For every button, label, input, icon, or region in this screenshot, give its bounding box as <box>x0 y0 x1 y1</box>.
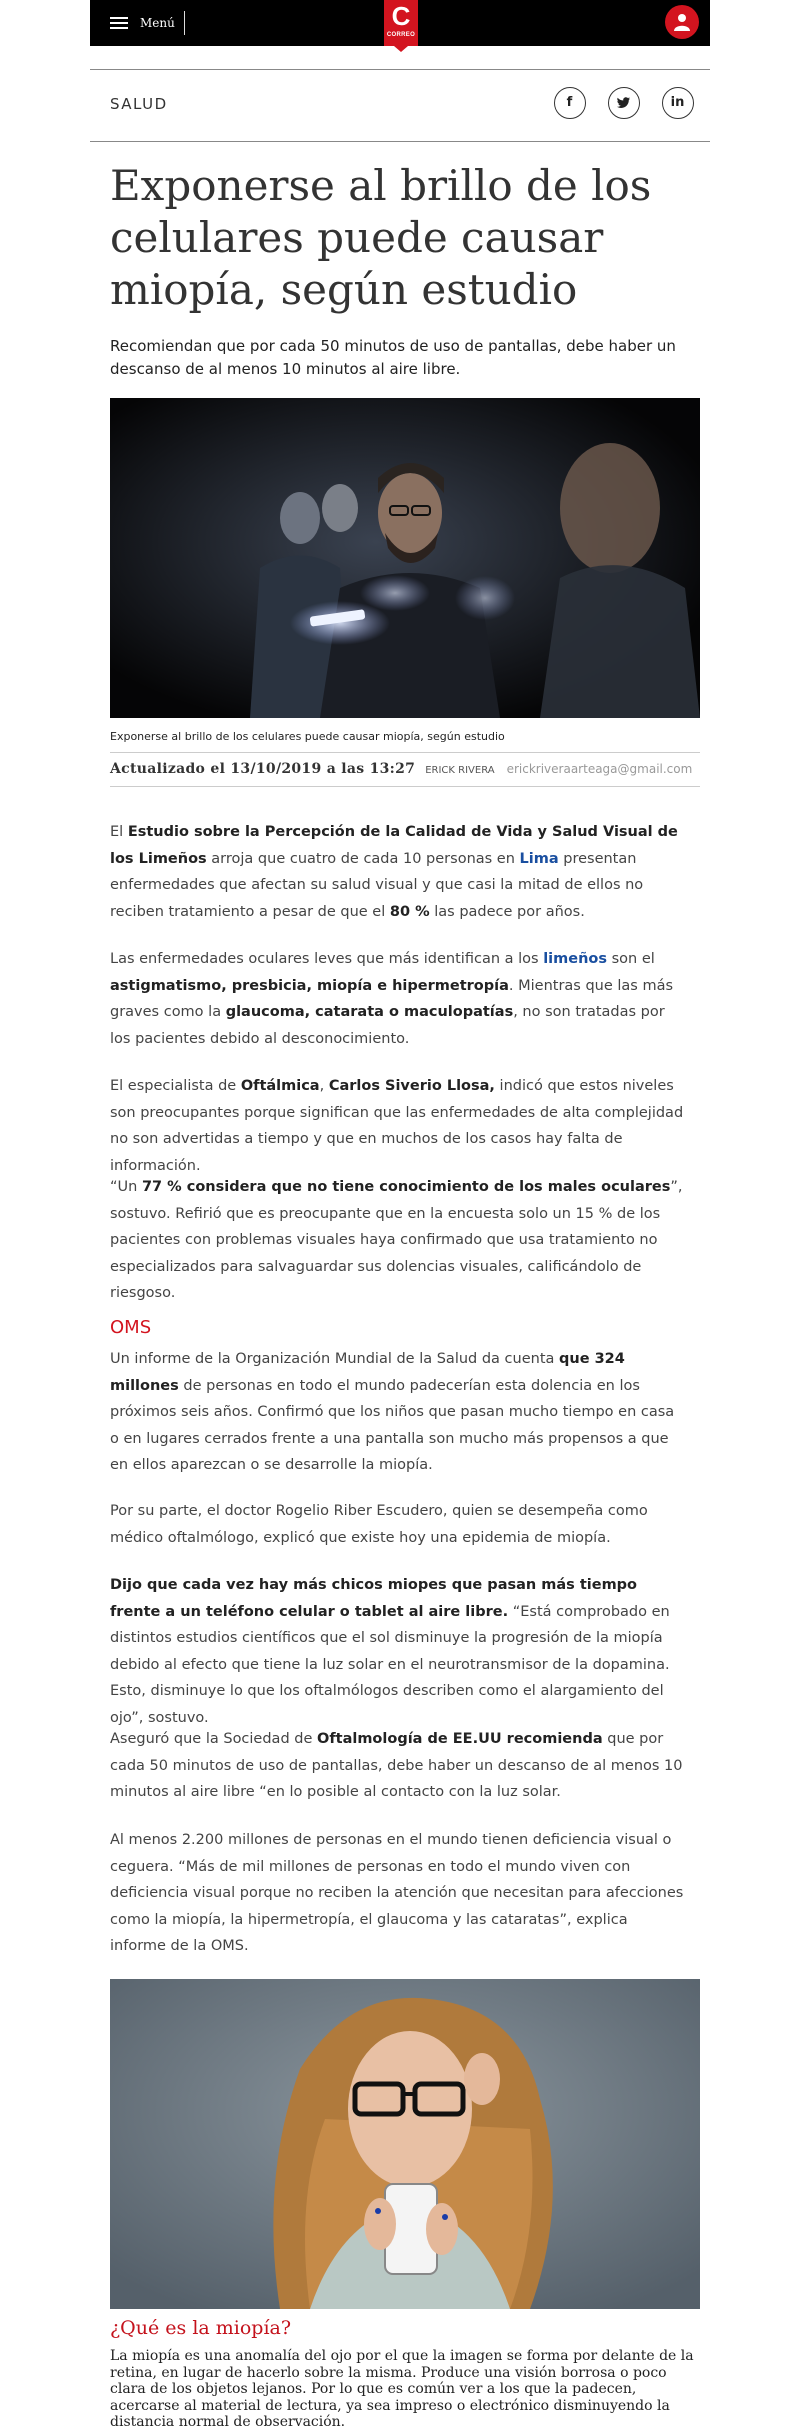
image-caption: Exponerse al brillo de los celulares puede causar miopía, según estudio <box>110 730 505 743</box>
paragraph-2: Las enfermedades oculares leves que más identifican a los limeños son el astigmatismo, presbicia, miopía e hipermetropía. Mientras que las más graves como la glaucoma, catarata o maculopatías, no son tratadas por los pacientes debido al desconocimiento. <box>110 951 674 1047</box>
logo-letter: C <box>391 1 411 31</box>
logo-name: CORREO <box>386 32 416 38</box>
link-limenos[interactable]: limeños <box>543 951 607 967</box>
paragraph-4: “Un 77 % considera que no tiene conocimiento de los males oculares”, sostuvo. Refirió que es preocupante que en la encuesta solo un 15 % de los pacientes con problemas visuales haya confirmado que usa tratamiento no especializados para salvaguardar sus dolencias visuales, calificándolo de riesgoso. <box>110 1179 683 1301</box>
updated-date: Actualizado el 13/10/2019 a las 13:27 <box>110 761 416 777</box>
linkedin-icon: in <box>670 95 685 110</box>
user-account-button[interactable] <box>665 5 699 39</box>
menu-button[interactable] <box>110 13 175 33</box>
section-subhead: OMS <box>110 1317 152 1338</box>
share-twitter-button[interactable] <box>608 87 640 119</box>
logo-tip <box>394 46 408 52</box>
section-label[interactable]: SALUD <box>110 95 168 113</box>
paragraph-6: Por su parte, el doctor Rogelio Riber Escudero, quien se desempeña como médico oftalmólogo, explicó que existe hoy una epidemia de miopía. <box>110 1503 648 1546</box>
link-lima[interactable]: Lima <box>519 850 559 867</box>
paragraph-5: Un informe de la Organización Mundial de la Salud da cuenta que 324 millones de personas en todo el mundo padecerían esta dolencia en los próximos seis años. Confirmó que los niños que pasan mucho tiempo en casa o en lugares cerrados frente a una pantalla son mucho más propensos a que en ellos aparezcan o se desarrolle la miopía. <box>110 1351 675 1473</box>
share-facebook-button[interactable] <box>554 87 586 119</box>
section-bottom-rule <box>90 141 710 142</box>
lead-photo <box>110 398 700 718</box>
menu-label: Menú <box>140 16 175 30</box>
author-name[interactable]: ERICK RIVERA <box>425 765 495 776</box>
infobox-text: La miopía es una anomalía del ojo por el que la imagen se forma por delante de la retina, en lugar de hacerlo sobre la misma. Produce una visión borrosa o poco clara de los objetos lejanos. Por lo que es común ver a los que la padecen, acercarse al material de lectura, ya sea impreso o electrónico disminuyendo la distancia normal de observación. <box>110 2348 694 2430</box>
paragraph-1: El Estudio sobre la Percepción de la Calidad de Vida y Salud Visual de los Limeños arroja que cuatro de cada 10 personas en Lima presentan enfermedades que afectan su salud visual y que casi la mitad de ellos no reciben tratamiento a pesar de que el 80 % las padece por años. <box>110 824 678 920</box>
meta-bottom-rule <box>110 786 700 787</box>
paragraph-8: Aseguró que la Sociedad de Oftalmología de EE.UU recomienda que por cada 50 minutos de uso de pantallas, debe haber un descanso de al menos 10 minutos al aire libre “en lo posible al contacto con la luz solar. <box>110 1731 683 1800</box>
section-top-rule <box>90 69 710 70</box>
hamburger-icon <box>110 17 128 29</box>
correo-logo[interactable] <box>384 0 418 46</box>
infobox-title: ¿Qué es la miopía? <box>110 2317 292 2339</box>
people-with-phones-photo <box>110 398 700 718</box>
twitter-icon <box>609 88 638 117</box>
menu-divider <box>184 11 185 35</box>
article-subtitle: Recomiendan que por cada 50 minutos de uso de pantallas, debe haber un descanso de al menos 10 minutos al aire libre. <box>110 337 676 378</box>
top-navbar <box>90 0 710 46</box>
share-linkedin-button[interactable] <box>662 87 694 119</box>
facebook-icon: f <box>566 95 573 110</box>
author-email[interactable]: erickriveraarteaga@gmail.com <box>506 762 693 776</box>
woman-with-glasses-photo <box>110 1979 700 2309</box>
user-icon <box>674 13 690 31</box>
paragraph-7: Dijo que cada vez hay más chicos miopes que pasan más tiempo frente a un teléfono celular o tablet al aire libre. “Está comprobado en distintos estudios científicos que el sol disminuye la progresión de la miopía debido al efecto que tiene la luz solar en el neurotransmisor de la dopamina. Esto, disminuye lo que los oftalmólogos describen como el alargamiento del ojo”, sostuvo. <box>110 1577 670 1726</box>
article-headline: Exponerse al brillo de los celulares puede causar miopía, según estudio <box>110 161 652 314</box>
meta-top-rule <box>110 752 700 753</box>
paragraph-9: Al menos 2.200 millones de personas en el mundo tienen deficiencia visual o ceguera. “Más de mil millones de personas en todo el mundo viven con deficiencia visual porque no reciben la atención que necesitan para afecciones como la miopía, la hipermetropía, el glaucoma y las cataratas”, explica informe de la OMS. <box>110 1832 684 1954</box>
article-meta <box>110 761 692 777</box>
woman-squinting-at-phone-photo <box>110 1979 700 2309</box>
paragraph-3: El especialista de Oftálmica, Carlos Siverio Llosa, indicó que estos niveles son preocupantes porque significan que las enfermedades de alta complejidad no son advertidas a tiempo y que en muchos de los casos hay falta de información. <box>110 1078 684 1174</box>
